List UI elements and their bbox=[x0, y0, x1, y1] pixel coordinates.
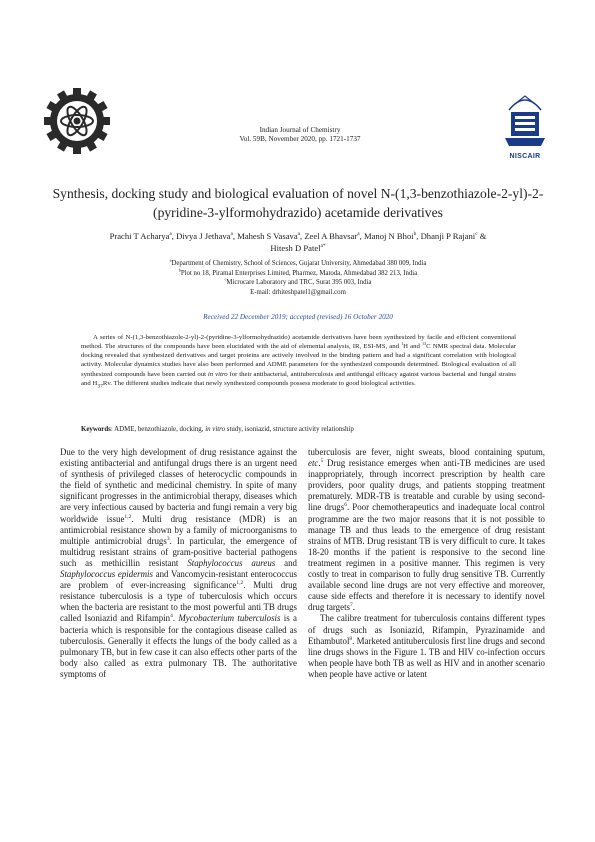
journal-header bbox=[150, 126, 450, 144]
keywords-text: study, isoniazid, structure activity relationship bbox=[225, 426, 354, 433]
subscript: 37 bbox=[97, 383, 103, 390]
affiliation-sup: a bbox=[169, 257, 172, 263]
abstract-text: for their antibacterial, antituberculosis and antifungal efficacy against various bacterial and fungal strains and H bbox=[81, 370, 516, 387]
body-text: . bbox=[172, 613, 179, 624]
abstract-text: H and bbox=[403, 343, 422, 351]
niscair-label: NISCAIR bbox=[509, 153, 541, 160]
body-text: and Vancomycin-resistant enterococcus are problem of ever-increasing significance bbox=[60, 569, 297, 591]
author-sup: b bbox=[413, 231, 417, 238]
journal-issue: Vol. 59B, November 2020, pp. 1721-1737 bbox=[239, 135, 361, 143]
received-dates: Received 22 December 2019; accepted (revised) 16 October 2020 bbox=[203, 313, 393, 321]
abstract bbox=[81, 333, 516, 391]
author-separator: & bbox=[477, 231, 487, 241]
body-text: is a bacteria which is responsible for the contagious disease called as tuberculosis. Generally it effects the lungs of the body called as a pulmonary TB, but in few case it can also effects other parts of the body also called as extra pulmonary TB. The authoritative symptoms of bbox=[60, 613, 297, 679]
affiliations bbox=[60, 259, 536, 297]
body-text: . bbox=[318, 458, 321, 469]
author-sup: c bbox=[475, 231, 478, 238]
affiliation-sup: c bbox=[224, 276, 227, 282]
paragraph bbox=[308, 613, 545, 680]
journal-name: Indian Journal of Chemistry bbox=[259, 126, 341, 134]
body-text: . Multi drug resistance (MDR) is an antimicrobial resistance shown by a family of microorganisms to multiple antimicrobial drugs bbox=[60, 513, 297, 546]
body-text: . Poor chemotherapeutics and inadequate local control programme are the two major reasons that it is not possible to manage TB and thus leads to the emergence of drug resistant strains of MTB. Drug resistant TB is very difficult to cure. It takes 18-20 months if the patient is responsive to the second line treatment regimen in a positive manner. This regimen is very costly to treat in comparison to fully drug sensitive TB. Currently available second line drugs are not very effective and moreover, cause side effects and therefore it is necessary to identify novel drug targets bbox=[308, 502, 546, 613]
abstract-italic: in vitro bbox=[207, 370, 228, 378]
paragraph bbox=[308, 447, 545, 613]
author-line-1 bbox=[60, 231, 536, 243]
author-separator: , bbox=[359, 231, 364, 241]
author-name: Dhanji P Rajani bbox=[420, 231, 476, 241]
paragraph bbox=[60, 447, 297, 680]
species-name: Staphylococcus aureus bbox=[187, 557, 276, 568]
superscript: 1 bbox=[401, 340, 404, 346]
species-name: Mycobacterium tuberculosis bbox=[178, 613, 281, 624]
affiliation bbox=[60, 269, 536, 279]
body-text: and bbox=[275, 557, 297, 568]
author-sup: a bbox=[297, 231, 301, 238]
email: E-mail: drhiteshpatel1@gmail.com bbox=[250, 288, 346, 296]
affiliation bbox=[60, 259, 536, 269]
citation: 7 bbox=[349, 602, 353, 609]
author-line-2 bbox=[60, 243, 536, 255]
citation: 6 bbox=[344, 502, 347, 509]
paper-title: Synthesis, docking study and biological evaluation of novel N-(1,3-benzothiazole-2-yl)-2-(pyridine-3-ylformohydrazido) acetamide derivatives bbox=[52, 186, 544, 220]
author-list bbox=[60, 231, 536, 254]
abstract-text: Rv. The different studies indicate that newly synthesized compounds possess moderate to good biological activities. bbox=[102, 379, 416, 387]
citation: 1,2 bbox=[236, 580, 244, 587]
abstract-text: A series of N-(1,3-benzothiazole-2-yl)-2-(pyridine-3-ylformohydrazido) acetamide derivatives have been synthesized by facile and efficient conventional method. The structures of the compounds have been elucidated with the aid of elemental analysis, IR, ESI-MS, and bbox=[81, 334, 516, 351]
author-separator: , bbox=[171, 231, 177, 241]
csir-logo bbox=[42, 86, 112, 156]
affiliation-sup: b bbox=[178, 267, 181, 273]
citation: 1,2 bbox=[124, 513, 132, 520]
body-text: Drug resistance emerges when anti-TB medicines are used inappropriately, through incorrect prescription by health care providers, poor quality drugs, and patients stopping treatment prematurely. MDR-TB is treatable and curable by using second-line drugs bbox=[308, 458, 545, 513]
author-sup: a* bbox=[320, 242, 326, 249]
body-column-right bbox=[308, 447, 545, 680]
affiliation-text: Microcare Laboratory and TRC, Surat 395 003, India bbox=[226, 279, 372, 287]
author-sup: a bbox=[169, 231, 172, 238]
citation: 5 bbox=[320, 458, 324, 465]
citation: 3 bbox=[166, 535, 170, 542]
author-separator: , bbox=[232, 231, 238, 241]
author-sup: a bbox=[230, 231, 233, 238]
body-text: . Marketed antituberculosis first line drugs and second line drugs shows in the Figure 1. TB and HIV co-infection occurs when people have both TB as well as HIV and in another scenario when people have active or latent bbox=[308, 635, 545, 679]
body-text: The calibre treatment for tuberculosis contains different types of drugs such as Isoniazid, Rifampin, Pyrazinamide and Ethambutol bbox=[308, 613, 545, 646]
author-separator: , bbox=[416, 231, 421, 241]
keywords bbox=[81, 425, 516, 434]
keywords-label: Keywords bbox=[81, 426, 111, 433]
keywords-italic: in vitro bbox=[205, 426, 226, 433]
body-text: tuberculosis are fever, night sweats, blood containing sputum, bbox=[308, 447, 545, 457]
affiliation bbox=[60, 278, 536, 288]
author-name: Divya J Jethava bbox=[176, 231, 231, 241]
niscair-logo bbox=[495, 84, 555, 164]
affiliation-text: Plot no 18, Piramal Enterprises Limited, Pharmez, Matoda, Ahmedabad 382 213, India bbox=[180, 269, 418, 277]
citation: 8 bbox=[349, 635, 353, 642]
species-name: Staphylococcus epidermis bbox=[60, 569, 153, 580]
italic-text: etc bbox=[308, 458, 319, 469]
author-name: Manoj N Bhoi bbox=[363, 231, 414, 241]
author-name: Hitesh D Patel bbox=[270, 242, 321, 253]
body-text: . bbox=[352, 602, 355, 613]
body-text: . In particular, the emergence of multidrug resistant strains of gram-positive bacterial pathogens such as methicillin resistant bbox=[60, 535, 297, 568]
author-name: Zeel A Bhavsar bbox=[304, 231, 358, 241]
author-name: Mahesh S Vasava bbox=[237, 231, 298, 241]
body-text: . Multi drug resistance tuberculosis is a type of tuberculosis which occurs when the bacteria are resistant to the most powerful anti TB drugs called Isoniazid and Rifampin bbox=[60, 580, 297, 624]
body-column-left bbox=[60, 447, 297, 680]
citation: 4 bbox=[170, 613, 173, 620]
affiliation-text: Department of Chemistry, School of Sciences, Gujarat University, Ahmedabad 380 009, India bbox=[171, 260, 427, 267]
superscript: 13 bbox=[421, 340, 427, 346]
author-sup: a bbox=[357, 231, 360, 238]
abstract-text: C NMR spectral data. Molecular docking revealed that synthesized derivatives and target proteins are actively involved in the binding pattern and had a significant correlation with biological activity. Molecular dynamics studies have also been performed and ADME parameters for the synthesized compounds determined. Biological evaluation of all synthesized compounds have been carried out bbox=[81, 343, 516, 378]
body-text: Due to the very high development of drug resistance against the existing antibacterial and antifungal drugs there is an urgent need of synthesis of privileged classes of heterocyclic compounds in the field of synthetic and medicinal chemistry. In spite of many significant progresses in the antimicrobial therapy, diseases which are very infectious caused by bacteria and fungi remain a very big worldwide issue bbox=[60, 447, 297, 524]
author-separator: , bbox=[300, 231, 305, 241]
keywords-text: : ADME, benzothiazole, docking, bbox=[110, 426, 206, 433]
author-name: Prachi T Acharya bbox=[109, 231, 170, 241]
